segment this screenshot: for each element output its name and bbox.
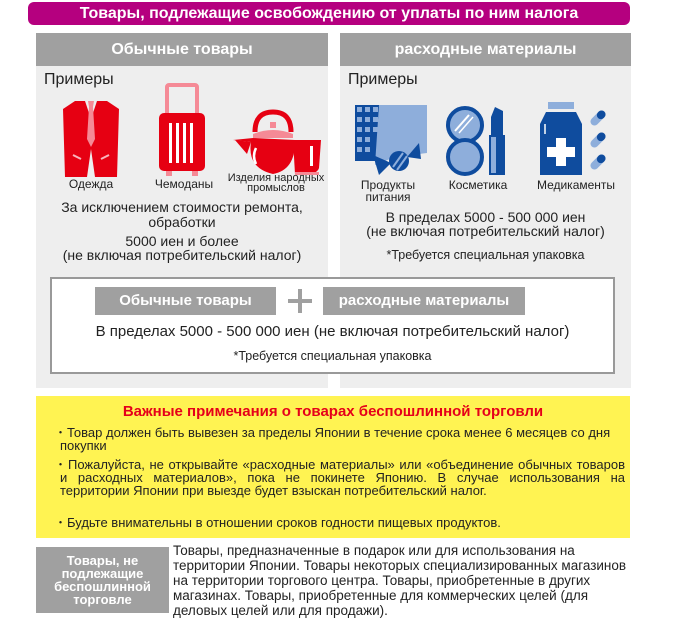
cosmetics-label: Косметика [448, 178, 508, 192]
suitcase-icon [156, 83, 208, 178]
general-goods-heading: Обычные товары [36, 33, 328, 66]
medicine-label: Медикаменты [536, 178, 616, 192]
food-label-line1: Продукты [360, 178, 416, 192]
clothing-icon [61, 99, 121, 177]
repair-note-line2: обработки [148, 214, 216, 230]
notes-title: Важные примечания о товарах беспошлинной торговли [122, 403, 544, 420]
consumables-heading: расходные материалы [340, 33, 631, 66]
combined-general-label: Обычные товары [95, 287, 276, 315]
general-examples-label: Примеры [44, 71, 114, 88]
not-duty-free-text: Товары, предназначенные в подарок или для использования на территории Японии. Товары некоторых специализированных магазинов на территории торгового центра. Товары, приобретенные в других магазинах. Товары, приобретенные для коммерческих целей (для деловых целей или для продажи). [173, 543, 627, 618]
combined-packaging: *Требуется специальная упаковка [233, 349, 432, 363]
consumables-amount-line1: В пределах 5000 - 500 000 иен [385, 209, 586, 225]
food-label-line2: питания [365, 190, 411, 204]
plus-icon [284, 287, 316, 315]
consumables-examples-label: Примеры [348, 71, 418, 88]
not-duty-free-label [36, 547, 169, 613]
combined-consumables-label: расходные материалы [323, 287, 525, 315]
suitcase-label: Чемоданы [154, 177, 214, 191]
clothing-label: Одежда [68, 177, 114, 191]
not-duty-free-label-text: Товары, не подлежащие беспошлинной торговле [54, 553, 151, 607]
repair-note-line1: За исключением стоимости ремонта, [61, 199, 303, 215]
important-notes [36, 396, 630, 538]
cosmetics-icon [445, 105, 510, 177]
note-item: ・Товар должен быть вывезен за пределы Японии в течение срока менее 6 месяцев со дня покупки [54, 425, 611, 453]
consumables-packaging: *Требуется специальная упаковка [386, 248, 585, 262]
crafts-label-line2: промыслов [247, 182, 305, 194]
food-icon [355, 105, 430, 177]
general-amount-line1: 5000 иен и более [125, 233, 239, 249]
combined-amount: В пределах 5000 - 500 000 иен (не включая потребительский налог) [95, 323, 570, 340]
combined-box [50, 277, 615, 374]
crafts-label-line1: Изделия народных [227, 172, 325, 184]
note-item: ・Будьте внимательны в отношении сроков годности пищевых продуктов. [54, 515, 501, 530]
teapot-icon [233, 108, 323, 178]
consumables-amount-line2: (не включая потребительский налог) [366, 223, 605, 239]
general-amount-line2: (не включая потребительский налог) [62, 247, 302, 263]
note-item: ・Пожалуйста, не открывайте «расходные материалы» или «объединение обычных товаров и расходных материалов», пока не покинете Японию. В случае использования на территории Японии при выезде будет взыскан потребительский налог. [54, 457, 625, 498]
medicine-icon [540, 102, 615, 177]
page-title: Товары, подлежащие освобождению от уплаты по ним налога [28, 2, 630, 25]
